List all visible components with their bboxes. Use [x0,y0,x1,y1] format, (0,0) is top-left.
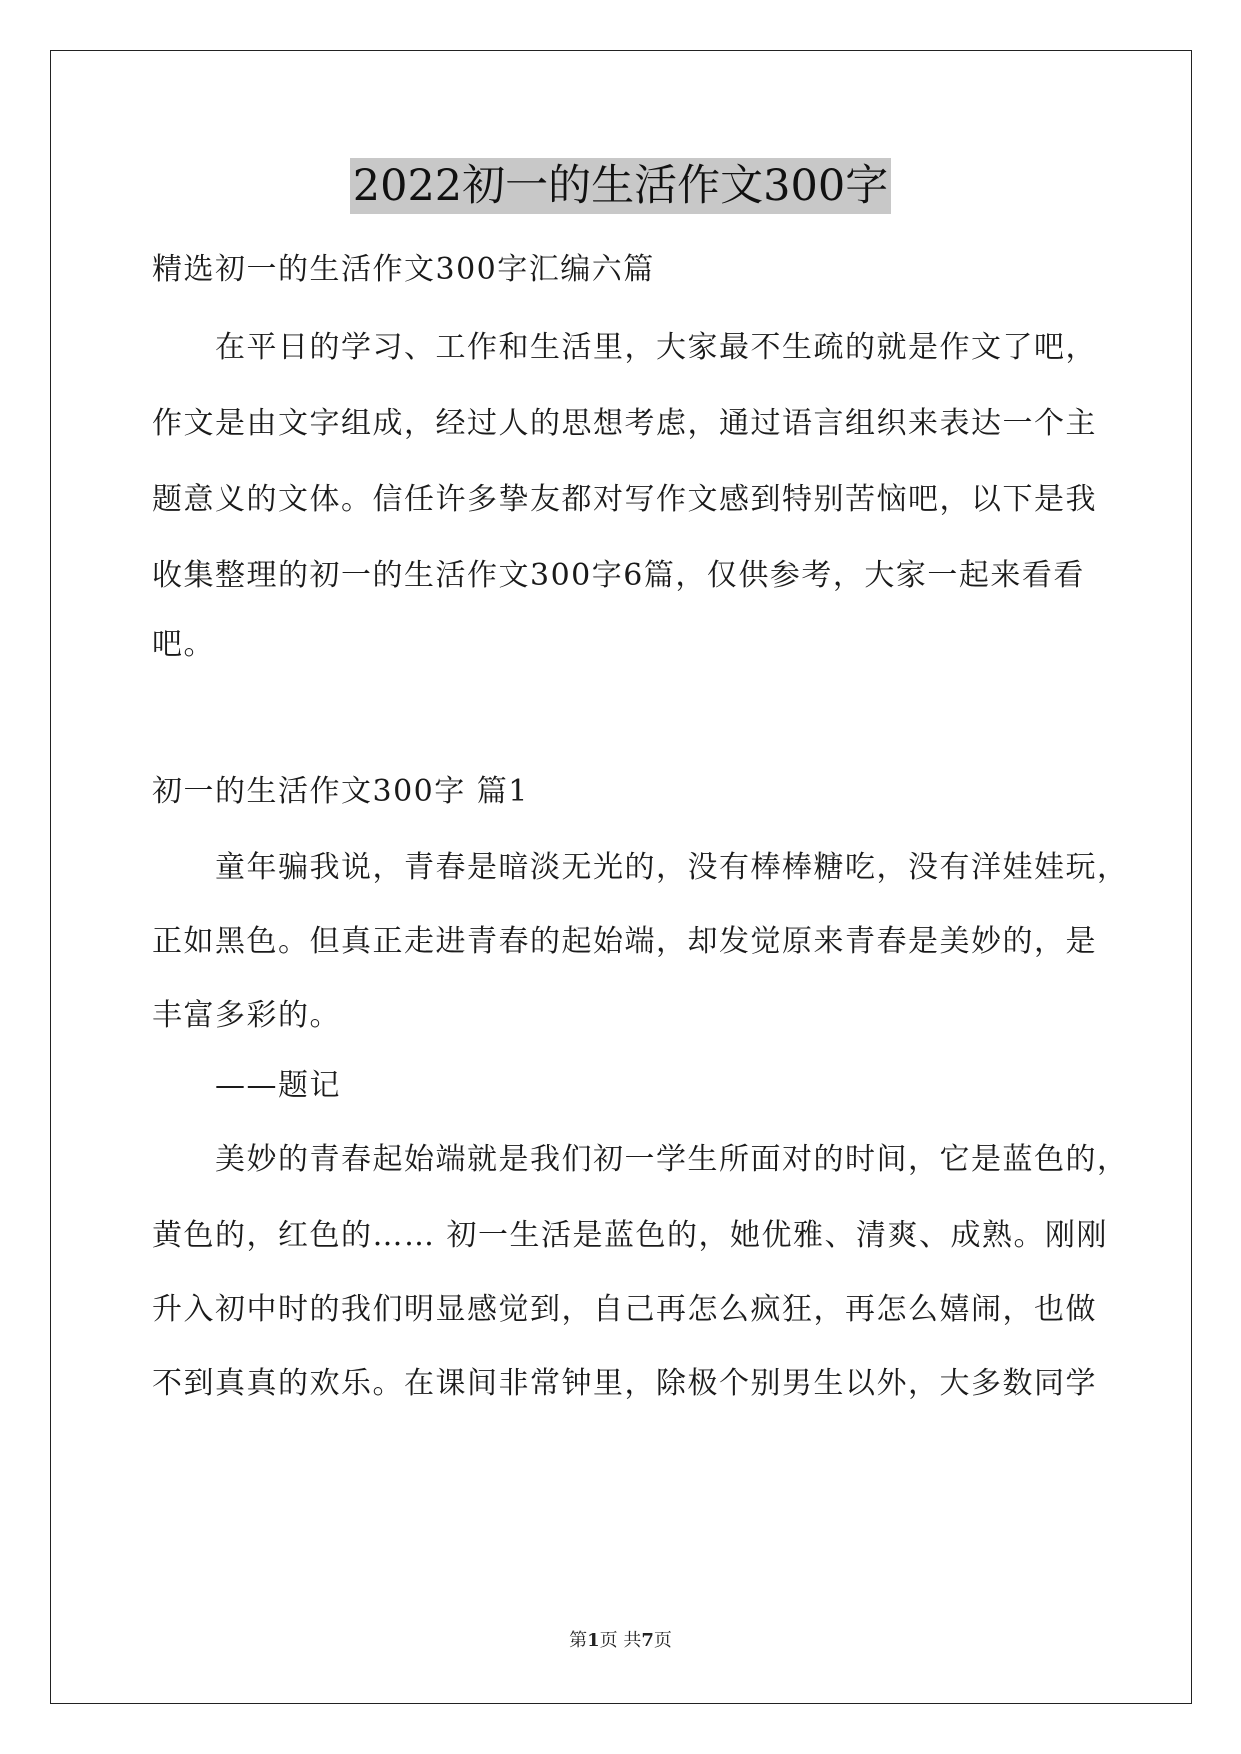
paragraph-line: 美妙的青春起始端就是我们初一学生所面对的时间，它是蓝色的， [215,1142,1129,1177]
paragraph-line: 吧。 [152,627,215,662]
total-page-number: 7 [641,1630,654,1651]
section-heading: 初一的生活作文300字 篇1 [152,774,529,809]
footer-suffix: 页 [653,1630,672,1651]
document-subtitle: 精选初一的生活作文300字汇编六篇 [152,252,655,287]
epigraph: ——题记 [215,1068,341,1103]
paragraph-line: 收集整理的初一的生活作文300字6篇，仅供参考，大家一起来看看 [152,558,1085,593]
paragraph-line: 升入初中时的我们明显感觉到，自己再怎么疯狂，再怎么嬉闹，也做 [152,1292,1097,1327]
paragraph-line: 不到真真的欢乐。在课间非常钟里，除极个别男生以外，大多数同学 [152,1366,1097,1401]
title-container [0,158,1241,214]
page-footer [0,1626,1241,1652]
paragraph-line: 题意义的文体。信任许多挚友都对写作文感到特别苦恼吧，以下是我 [152,482,1097,517]
paragraph-line: 童年骗我说，青春是暗淡无光的，没有棒棒糖吃，没有洋娃娃玩， [215,850,1129,885]
paragraph-line: 黄色的，红色的…… 初一生活是蓝色的，她优雅、清爽、成熟。刚刚 [152,1218,1109,1253]
document-title: 2022初一的生活作文300字 [350,158,892,214]
current-page-number: 1 [587,1630,600,1651]
footer-mid: 页 共 [599,1630,642,1651]
paragraph-line: 在平日的学习、工作和生活里，大家最不生疏的就是作文了吧， [215,330,1097,365]
paragraph-line: 作文是由文字组成，经过人的思想考虑，通过语言组织来表达一个主 [152,406,1097,441]
paragraph-line: 丰富多彩的。 [152,998,341,1033]
footer-prefix: 第 [569,1630,588,1651]
paragraph-line: 正如黑色。但真正走进青春的起始端，却发觉原来青春是美妙的，是 [152,924,1097,959]
